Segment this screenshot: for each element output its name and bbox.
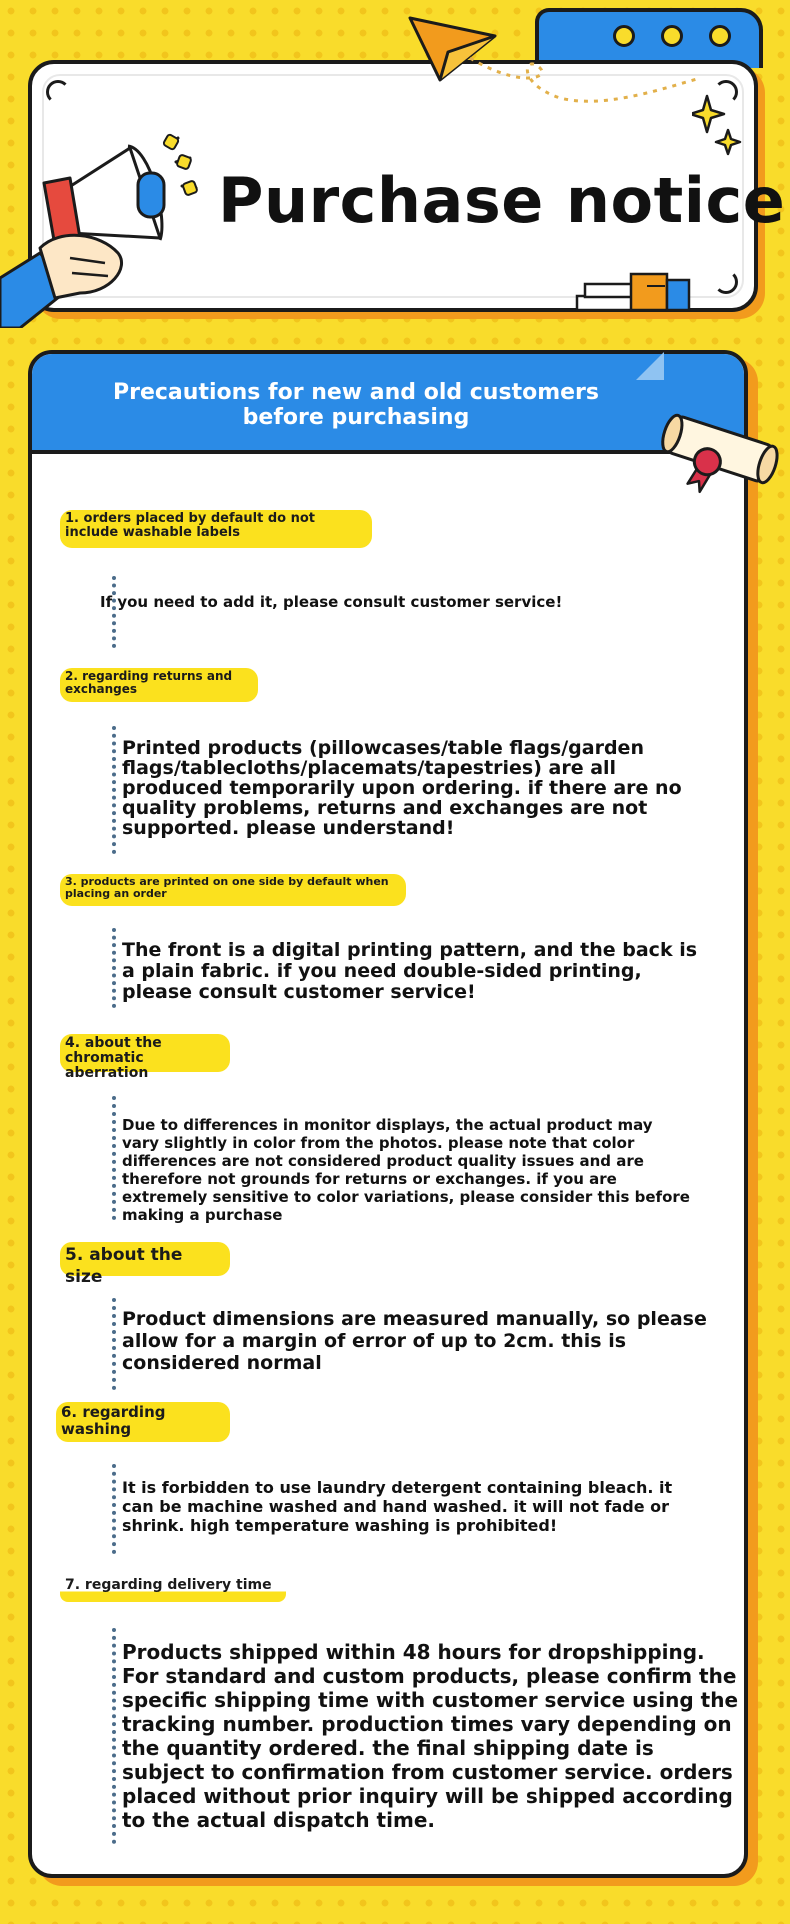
corner-swirl-icon [46, 80, 70, 104]
section-3-label: 3. products are printed on one side by default when placing an order [60, 874, 406, 906]
window-dot-icon [709, 25, 731, 47]
section-7-divider [112, 1628, 116, 1844]
sparkle-icon [692, 92, 742, 162]
section-1-divider [112, 576, 116, 648]
section-5-label: 5. about the size [60, 1242, 230, 1276]
banner-fold [636, 352, 664, 380]
section-1-body: If you need to add it, please consult customer service! [100, 593, 563, 611]
section-2-label: 2. regarding returns and exchanges [60, 668, 258, 702]
page-title: Purchase notice [218, 164, 786, 237]
section-6-label: 6. regarding washing [56, 1402, 230, 1442]
section-7-label: 7. regarding delivery time [60, 1574, 286, 1602]
section-4-label: 4. about the chromatic aberration [60, 1034, 230, 1072]
corner-swirl-icon [714, 270, 738, 294]
paper-plane-icon [400, 8, 710, 118]
section-6-divider [112, 1464, 116, 1554]
megaphone-icon [0, 128, 210, 328]
section-2-divider [112, 726, 116, 854]
notice-card [28, 350, 748, 1878]
section-4-divider [112, 1096, 116, 1220]
section-7-body: Products shipped within 48 hours for dropshipping. For standard and custom products, please confirm the specific shipping time with customer service using the tracking number. production times vary depending on the quantity ordered. the final shipping date is subject to confirmation from customer service. orders placed without prior inquiry will be shipped according to the actual dispatch time. [122, 1640, 739, 1832]
section-3-divider [112, 928, 116, 1008]
section-6-body: It is forbidden to use laundry detergent containing bleach. it can be machine washed and hand washed. it will not fade or shrink. high temperature washing is prohibited! [122, 1478, 673, 1535]
banner-title: Precautions for new and old customers before purchasing [113, 380, 599, 430]
section-4-body: Due to differences in monitor displays, the actual product may vary slightly in color from the photos. please note that color differences are not considered product quality issues and are therefore not grounds for returns or exchanges. if you are extremely sensitive to color variations, please consider this before making a purchase [122, 1116, 690, 1224]
section-2-body: Printed products (pillowcases/table flags/garden flags/tablecloths/placemats/tapestries) are all produced temporarily upon ordering. if there are no quality problems, returns and exchanges are not supported. please understand! [122, 737, 682, 839]
section-5-divider [112, 1298, 116, 1390]
scroll-icon [654, 410, 784, 500]
section-3-body: The front is a digital printing pattern, and the back is a plain fabric. if you need double-sided printing, please consult customer service! [122, 939, 698, 1003]
section-1-label: 1. orders placed by default do not include washable labels [60, 510, 372, 548]
books-icon [575, 272, 695, 314]
section-5-body: Product dimensions are measured manually, so please allow for a margin of error of up to 2cm. this is considered normal [122, 1308, 707, 1374]
